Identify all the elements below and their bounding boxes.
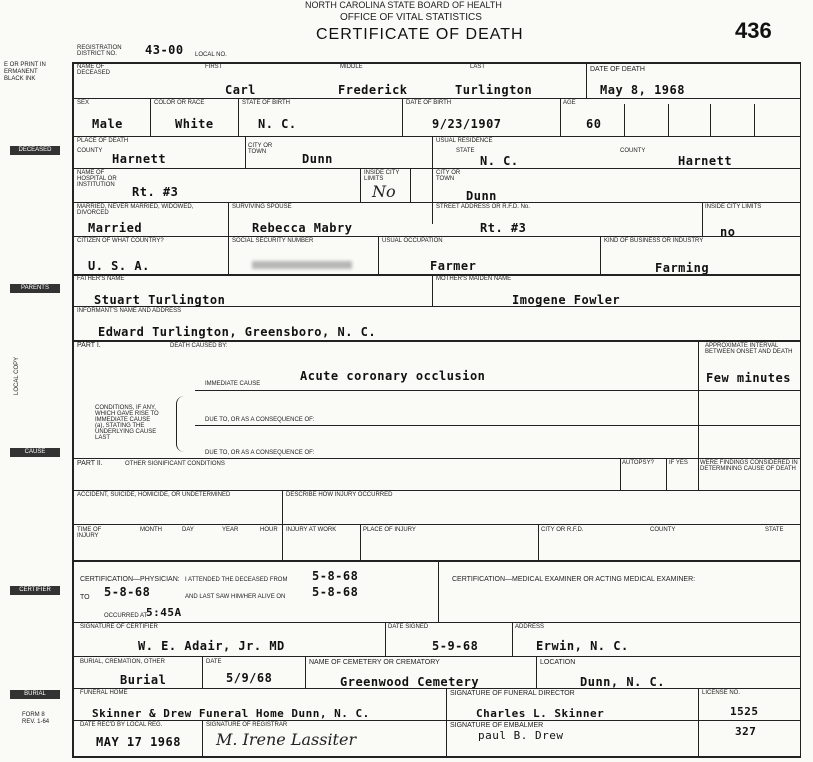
burial-method: Burial xyxy=(120,673,167,687)
conditions-label: CONDITIONS, IF ANY, WHICH GAVE RISE TO IMMEDIATE CAUSE (a), STATING THE UNDERLYING CAUSE LAST xyxy=(95,405,159,441)
first-name: Carl xyxy=(225,83,256,97)
county-label: COUNTY xyxy=(77,148,103,154)
ssn-label: SOCIAL SECURITY NUMBER xyxy=(232,238,314,244)
place-of-death-label: PLACE OF DEATH xyxy=(77,138,129,144)
date-signed: 5-9-68 xyxy=(432,639,479,653)
certificate-title: CERTIFICATE OF DEATH xyxy=(316,26,524,43)
ssn-redacted xyxy=(252,261,352,269)
street: Rt. #3 xyxy=(480,221,527,235)
certificate-number: 436 xyxy=(735,18,772,43)
describe-label: DESCRIBE HOW INJURY OCCURRED xyxy=(286,492,393,498)
form-number: FORM 8 REV. 1-64 xyxy=(22,712,50,725)
immediate-cause: Acute coronary occlusion xyxy=(300,369,486,383)
at-work-label: INJURY AT WORK xyxy=(286,527,337,533)
date-recd: MAY 17 1968 xyxy=(96,735,181,749)
death-caused-by-label: DEATH CAUSED BY: xyxy=(170,343,228,349)
last-label: LAST xyxy=(470,64,486,70)
res-county: Harnett xyxy=(678,154,733,168)
hour-label: HOUR xyxy=(260,527,278,533)
license-no: 1525 xyxy=(730,705,759,718)
director-label: SIGNATURE OF FUNERAL DIRECTOR xyxy=(450,690,575,697)
first-label: FIRST xyxy=(205,64,223,70)
injury-state-label: STATE xyxy=(765,527,784,533)
burial-date-label: DATE xyxy=(206,659,222,665)
office-name: OFFICE OF VITAL STATISTICS xyxy=(340,12,482,23)
father-label: FATHER'S NAME xyxy=(77,276,125,282)
business: Farming xyxy=(655,261,710,275)
burial-date: 5/9/68 xyxy=(226,671,273,685)
date-signed-label: DATE SIGNED xyxy=(388,624,429,630)
spouse: Rebecca Mabry xyxy=(252,221,353,235)
tab-cause: CAUSE xyxy=(10,448,60,457)
dob-label: DATE OF BIRTH xyxy=(406,100,452,106)
funeral-director: Charles L. Skinner xyxy=(476,707,605,720)
embalmer-signature: paul B. Drew xyxy=(478,729,564,742)
to-label: TO xyxy=(80,594,90,601)
injury-county-label: COUNTY xyxy=(650,527,676,533)
embalmer-label: SIGNATURE OF EMBALMER xyxy=(450,722,544,729)
mother-label: MOTHER'S MAIDEN NAME xyxy=(436,276,512,282)
place-of-injury-label: PLACE OF INJURY xyxy=(363,527,416,533)
date-of-death: May 8, 1968 xyxy=(600,83,685,97)
other-conditions-label: OTHER SIGNIFICANT CONDITIONS xyxy=(125,461,225,467)
funeral-home: Skinner & Drew Funeral Home Dunn, N. C. xyxy=(92,707,370,720)
year-label: YEAR xyxy=(222,527,239,533)
inside-city: No xyxy=(372,182,396,201)
reg-district-no: 43-00 xyxy=(145,43,184,57)
due-to-c-label: DUE TO, OR AS A CONSEQUENCE OF: xyxy=(205,450,315,456)
dob: 9/23/1907 xyxy=(432,117,502,131)
certifier-address: Erwin, N. C. xyxy=(536,639,629,653)
location: Dunn, N. C. xyxy=(580,675,665,689)
business-label: KIND OF BUSINESS OR INDUSTRY xyxy=(604,238,704,244)
occupation-label: USUAL OCCUPATION xyxy=(382,238,443,244)
date-of-death-label: DATE OF DEATH xyxy=(590,66,645,73)
registrar-label: SIGNATURE OF REGISTRAR xyxy=(206,722,288,728)
informant-label: INFORMANT'S NAME AND ADDRESS xyxy=(77,308,182,314)
physician-cert-label: CERTIFICATION—PHYSICIAN: xyxy=(80,576,180,583)
accident-label: ACCIDENT, SUICIDE, HOMICIDE, OR UNDETERMINED xyxy=(77,492,231,498)
color: White xyxy=(175,117,214,131)
last-name: Turlington xyxy=(455,83,533,97)
middle-label: MIDDLE xyxy=(340,64,363,70)
day-label: DAY xyxy=(182,527,194,533)
signature-label: SIGNATURE OF CERTIFIER xyxy=(80,624,158,630)
sex: Male xyxy=(92,117,123,131)
interval-label: APPROXIMATE INTERVAL BETWEEN ONSET AND DEATH xyxy=(705,343,793,355)
address-label: ADDRESS xyxy=(515,624,545,630)
tab-deceased: DECEASED xyxy=(10,146,60,155)
street-label: STREET ADDRESS OR R.F.D. No. xyxy=(436,204,530,210)
citizen: U. S. A. xyxy=(88,259,150,273)
autopsy-label: AUTOPSY? xyxy=(622,460,654,466)
res-county-label: COUNTY xyxy=(620,148,646,154)
time-of-injury-label: TIME OF INJURY xyxy=(77,527,102,539)
res-state-label: STATE xyxy=(456,148,475,154)
city: Dunn xyxy=(302,152,333,166)
usual-residence-label: USUAL RESIDENCE xyxy=(436,138,493,144)
cemetery-label: NAME OF CEMETERY OR CREMATORY xyxy=(309,659,440,666)
part2-label: PART II. xyxy=(77,460,103,467)
spouse-label: SURVIVING SPOUSE xyxy=(232,204,292,210)
age-label: AGE xyxy=(563,100,576,106)
embalmer-license: 327 xyxy=(735,725,757,738)
res-inside-city-label: INSIDE CITY LIMITS xyxy=(705,204,762,210)
tab-parents: PARENTS xyxy=(10,284,60,293)
attended-label: I ATTENDED THE DECEASED FROM xyxy=(185,577,288,583)
part1-label: PART I. xyxy=(77,342,101,349)
local-no-label: LOCAL NO. xyxy=(195,52,227,58)
name-label: NAME OF DECEASED xyxy=(77,64,111,76)
funeral-home-label: FUNERAL HOME xyxy=(80,690,128,696)
city-rfd-label: CITY OR R.F.D. xyxy=(541,527,584,533)
license-label: LICENSE NO. xyxy=(702,690,741,696)
location-label: LOCATION xyxy=(540,659,576,666)
if-yes-label: IF YES xyxy=(669,460,688,466)
occupation: Farmer xyxy=(430,259,477,273)
due-to-b-label: DUE TO, OR AS A CONSEQUENCE OF: xyxy=(205,417,315,423)
color-label: COLOR OR RACE xyxy=(154,100,205,106)
state-of-birth: N. C. xyxy=(258,117,297,131)
sex-label: SEX xyxy=(77,100,90,106)
inside-city-label: INSIDE CITY LIMITS xyxy=(364,170,400,182)
attended-from: 5-8-68 xyxy=(312,569,359,583)
attended-to: 5-8-68 xyxy=(104,585,151,599)
tab-certifier: CERTIFIER xyxy=(10,586,60,595)
date-recd-label: DATE REC'D BY LOCAL REG. xyxy=(80,722,163,728)
res-city: Dunn xyxy=(466,189,497,203)
board-name: NORTH CAROLINA STATE BOARD OF HEALTH xyxy=(305,0,502,10)
interval: Few minutes xyxy=(706,371,791,385)
tab-burial: BURIAL xyxy=(10,690,60,699)
marital-label: MARRIED, NEVER MARRIED, WIDOWED, DIVORCED xyxy=(77,204,194,216)
citizen-label: CITIZEN OF WHAT COUNTRY? xyxy=(77,238,164,244)
hospital-label: NAME OF HOSPITAL OR INSTITUTION xyxy=(77,170,117,188)
informant: Edward Turlington, Greensboro, N. C. xyxy=(98,325,377,339)
res-inside-city: no xyxy=(720,225,736,239)
burial-method-label: BURIAL, CREMATION, OTHER xyxy=(80,659,165,665)
reg-district-label: REGISTRATION DISTRICT NO. xyxy=(77,45,122,57)
res-city-label: CITY OR TOWN xyxy=(436,170,461,182)
county: Harnett xyxy=(112,152,167,166)
city-label: CITY OR TOWN xyxy=(248,143,273,155)
findings-label: WERE FINDINGS CONSIDERED IN DETERMINING CAUSE OF DEATH xyxy=(700,460,798,472)
hospital: Rt. #3 xyxy=(132,185,179,199)
immediate-label: IMMEDIATE CAUSE xyxy=(205,381,261,387)
res-state: N. C. xyxy=(480,154,519,168)
print-note: E OR PRINT IN ERMANENT BLACK INK xyxy=(4,62,46,82)
father: Stuart Turlington xyxy=(94,293,226,307)
occurred-label: OCCURRED AT xyxy=(104,613,148,619)
certifier-signature: W. E. Adair, Jr. MD xyxy=(138,639,285,653)
month-label: MONTH xyxy=(140,527,162,533)
age: 60 xyxy=(586,117,602,131)
mother: Imogene Fowler xyxy=(512,293,621,307)
last-saw-label: AND LAST SAW HIM/HER ALIVE ON xyxy=(185,594,286,600)
me-cert-label: CERTIFICATION—MEDICAL EXAMINER OR ACTING MEDICAL EXAMINER: xyxy=(452,576,696,583)
marital: Married xyxy=(88,221,143,235)
registrar-signature: M. Irene Lassiter xyxy=(216,730,357,749)
middle-name: Frederick xyxy=(338,83,408,97)
local-copy-label: LOCAL COPY xyxy=(14,356,20,395)
state-of-birth-label: STATE OF BIRTH xyxy=(242,100,291,106)
cemetery: Greenwood Cemetery xyxy=(340,675,480,689)
occurred-time: 5:45A xyxy=(146,606,182,619)
last-saw: 5-8-68 xyxy=(312,585,359,599)
